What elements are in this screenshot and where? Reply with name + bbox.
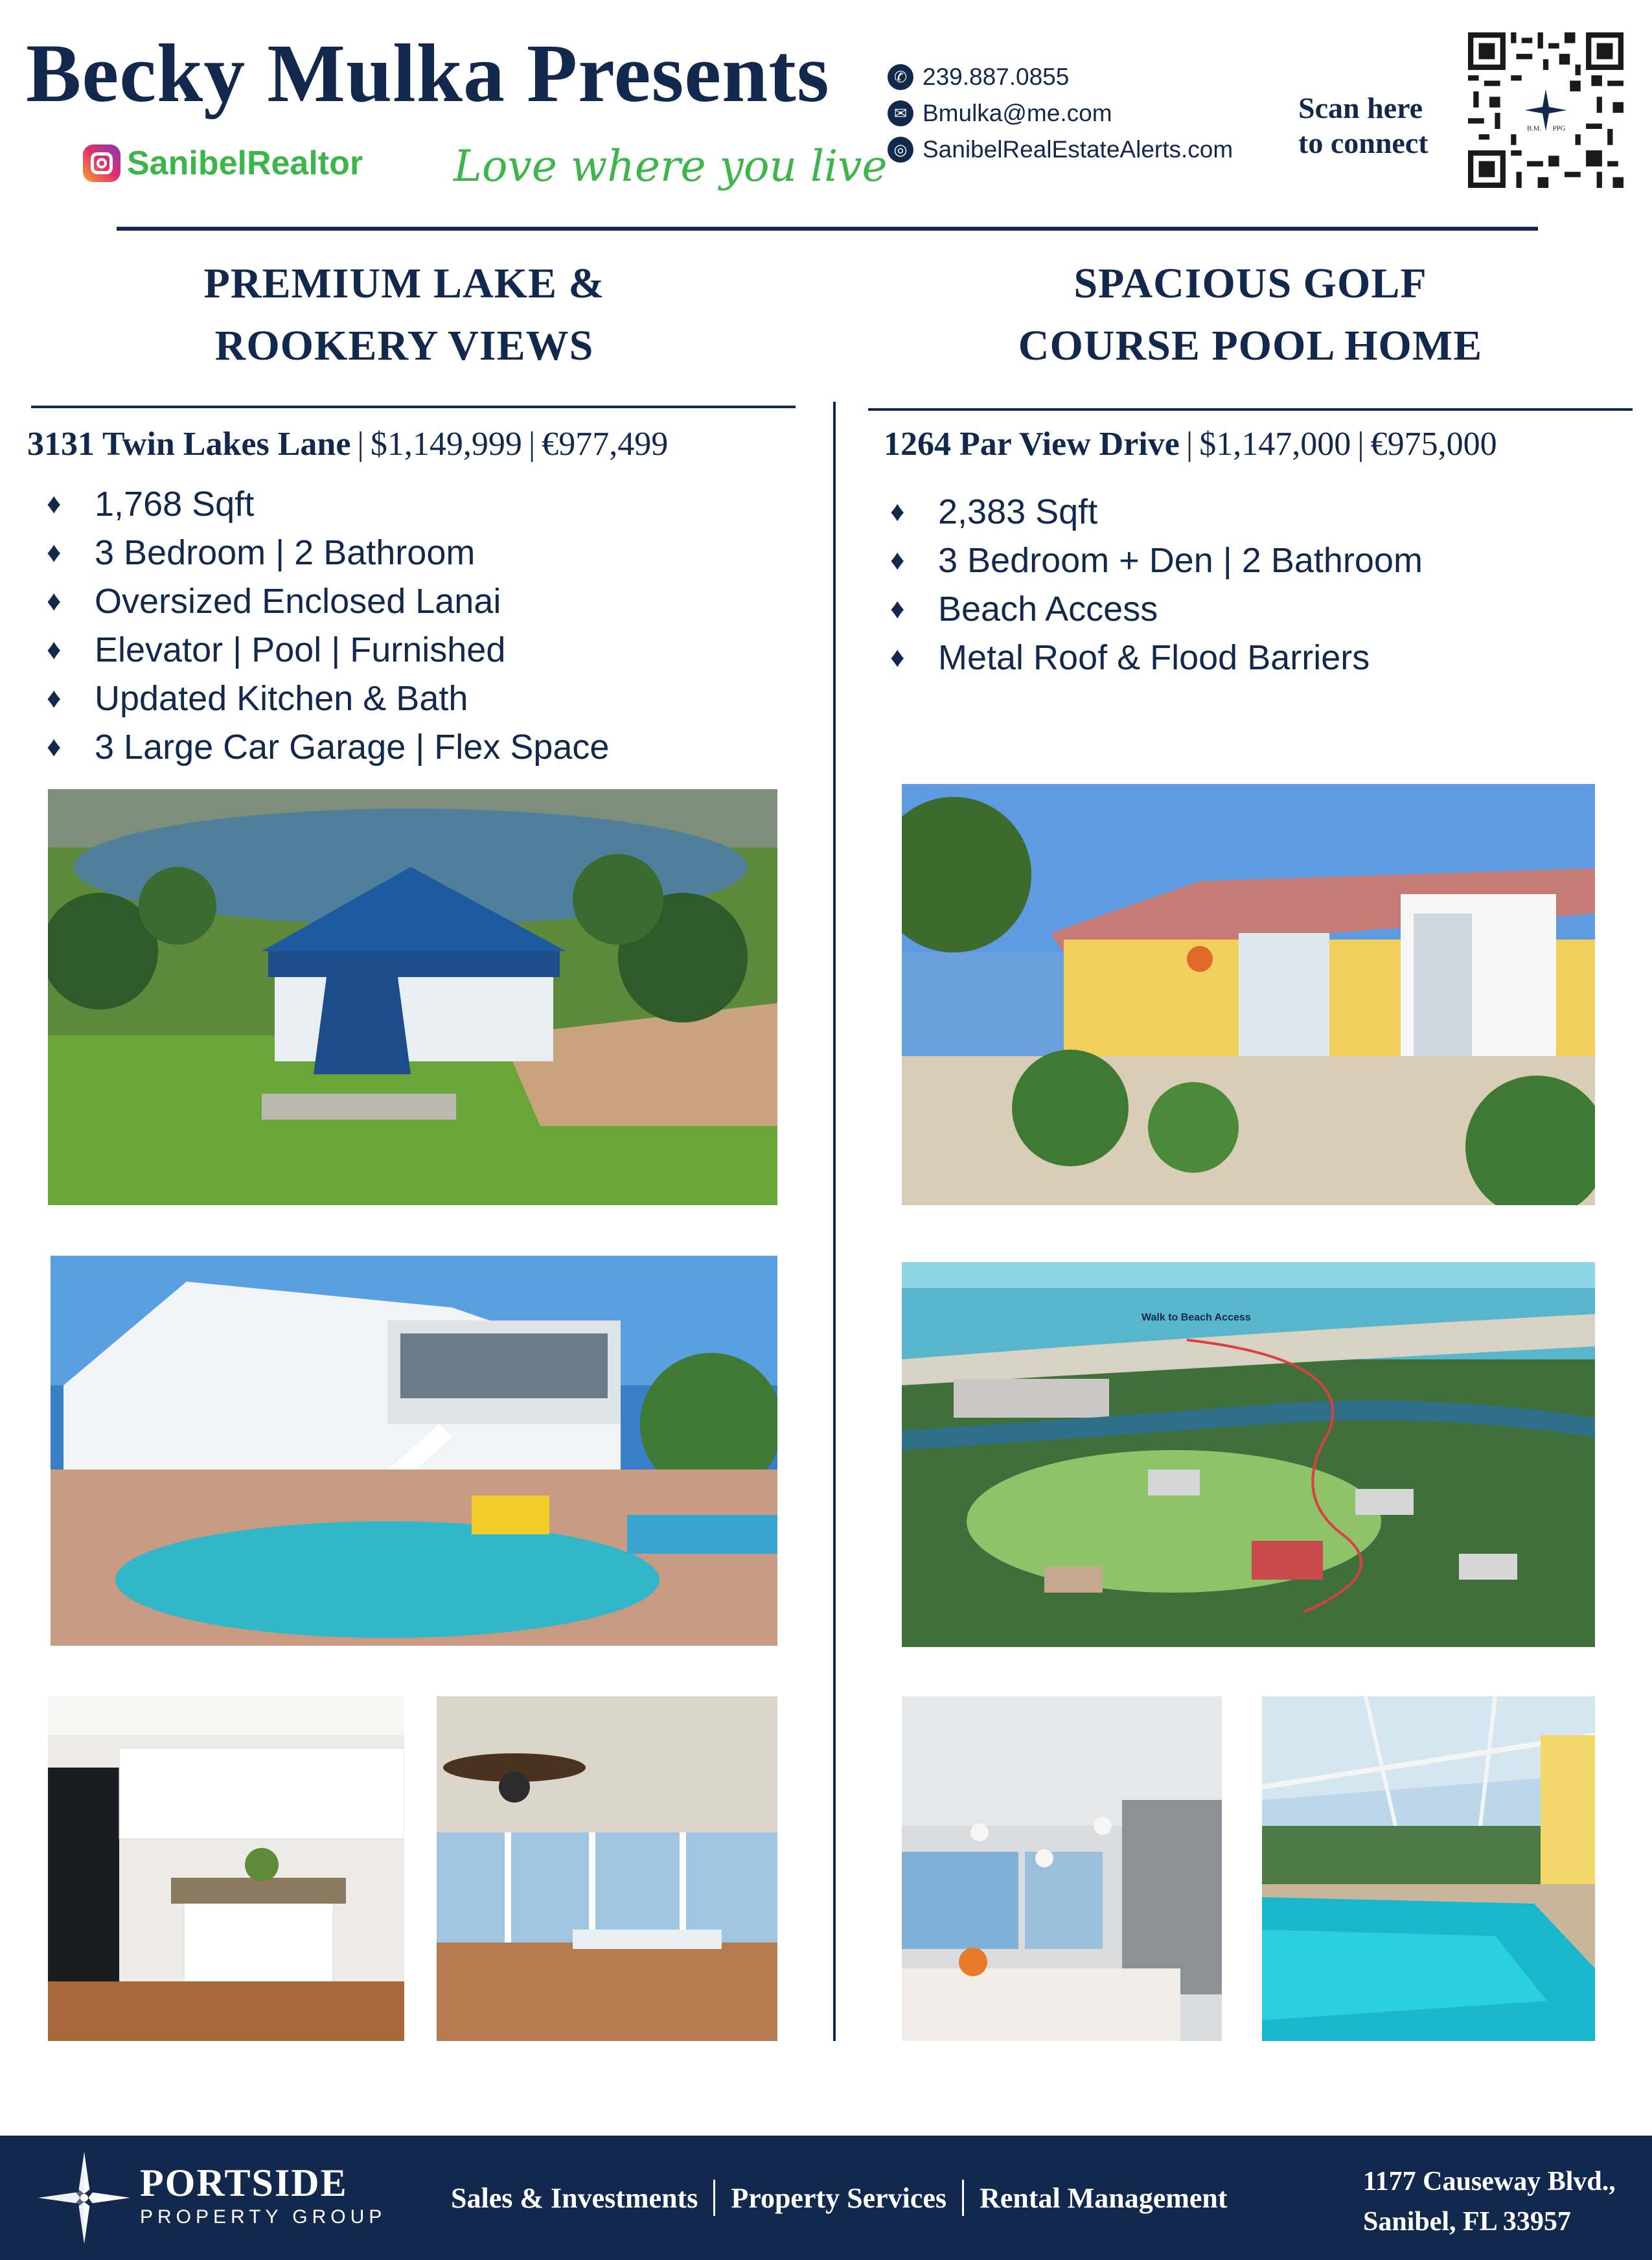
diamond-bullet-icon: ♦: [47, 536, 62, 568]
feature-item: ♦ Oversized Enclosed Lanai: [47, 581, 501, 621]
feature-item: ♦ 1,768 Sqft: [47, 484, 255, 524]
diamond-bullet-icon: ♦: [47, 633, 62, 665]
email-icon: ✉: [888, 100, 913, 126]
listing-2-price-eur: €975,000: [1370, 426, 1497, 463]
service-item: Sales & Investments: [451, 2182, 698, 2214]
listing-1-features: [47, 479, 609, 771]
company-name: PORTSIDE: [140, 2162, 348, 2204]
phone-contact[interactable]: [888, 63, 1069, 91]
photo-screened-pool: [1262, 1696, 1595, 2041]
diamond-bullet-icon: ♦: [890, 495, 905, 527]
address-line-2: Sanibel, FL 33957: [1363, 2207, 1571, 2237]
listing-1-address-line: 3131 Twin Lakes Lane | $1,149,999 | €977,499: [27, 426, 669, 463]
qr-code[interactable]: [1468, 32, 1623, 188]
feature-item: ♦ Beach Access: [890, 589, 1158, 628]
listing-2-heading-line-1: SPACIOUS GOLF: [1073, 260, 1427, 307]
page-title: Becky Mulka Presents: [26, 27, 830, 119]
listing-1-price-eur: €977,499: [542, 426, 669, 463]
photo-aerial-beach-access: [902, 1262, 1595, 1647]
feature-item: ♦ 3 Bedroom | 2 Bathroom: [47, 533, 476, 572]
column-divider: [833, 402, 836, 2041]
qr-initials-left: B.M.: [1527, 124, 1542, 133]
photo-kitchen: [48, 1696, 404, 2041]
instagram-handle: SanibelRealtor: [127, 144, 363, 182]
service-divider: [713, 2180, 715, 2216]
listing-2-rule: [868, 408, 1633, 411]
scan-line-2: to connect: [1298, 126, 1428, 159]
feature-item: ♦ Elevator | Pool | Furnished: [47, 630, 506, 669]
listing-2-address: 1264 Par View Drive: [884, 426, 1180, 463]
photo-kitchen-2: [902, 1696, 1222, 2041]
website-url: SanibelRealEstateAlerts.com: [923, 136, 1233, 163]
service-item: Property Services: [731, 2182, 947, 2214]
photo-aerial-lake-house: [48, 789, 777, 1205]
compass-star-logo: [36, 2150, 132, 2246]
phone-number: 239.887.0855: [923, 63, 1070, 90]
listing-2-features: [890, 487, 1423, 682]
office-address: [1363, 2162, 1616, 2242]
globe-icon: ◎: [888, 137, 913, 163]
company-subtitle: PROPERTY GROUP: [140, 2206, 387, 2228]
instagram-link[interactable]: [83, 144, 363, 183]
aerial-beach-label: Walk to Beach Access: [1141, 1312, 1251, 1323]
email-address: Bmulka@me.com: [923, 100, 1112, 126]
feature-item: ♦ Updated Kitchen & Bath: [47, 678, 468, 718]
photo-pool-rear-house: [51, 1256, 777, 1646]
service-divider: [962, 2180, 964, 2216]
listing-1-rule: [31, 406, 796, 408]
listing-1-heading: [29, 253, 780, 377]
diamond-bullet-icon: ♦: [890, 592, 905, 625]
diamond-bullet-icon: ♦: [890, 544, 905, 576]
service-item: Rental Management: [980, 2182, 1228, 2214]
diamond-bullet-icon: ♦: [47, 584, 62, 617]
qr-initials-right: PPG: [1552, 124, 1566, 133]
email-contact[interactable]: [888, 100, 1112, 127]
scan-line-1: Scan here: [1298, 91, 1423, 124]
address-line-1: 1177 Causeway Blvd.,: [1363, 2167, 1616, 2197]
feature-item: ♦ Metal Roof & Flood Barriers: [890, 638, 1370, 677]
tagline: Love where you live: [453, 141, 888, 191]
listing-1-address: 3131 Twin Lakes Lane: [27, 426, 351, 463]
phone-icon: ✆: [888, 64, 913, 90]
feature-item: ♦ 2,383 Sqft: [890, 492, 1098, 531]
listing-1-heading-line-2: ROOKERY VIEWS: [214, 322, 594, 369]
listing-1-heading-line-1: PREMIUM LAKE &: [203, 260, 605, 307]
diamond-bullet-icon: ♦: [47, 730, 62, 763]
instagram-icon: [83, 144, 120, 182]
website-contact[interactable]: [888, 136, 1233, 163]
listing-2-heading-line-2: COURSE POOL HOME: [1018, 322, 1483, 369]
header-divider: [117, 227, 1538, 231]
services-list: [451, 2180, 1228, 2216]
listing-2-price-usd: $1,147,000: [1199, 426, 1351, 463]
listing-2-heading: [868, 253, 1633, 377]
listing-1-price-usd: $1,149,999: [370, 426, 522, 463]
feature-item: ♦ 3 Large Car Garage | Flex Space: [47, 727, 610, 767]
diamond-bullet-icon: ♦: [47, 682, 62, 714]
photo-enclosed-lanai: [437, 1696, 777, 2041]
feature-item: ♦ 3 Bedroom + Den | 2 Bathroom: [890, 540, 1423, 580]
diamond-bullet-icon: ♦: [890, 641, 905, 673]
photo-yellow-house-entry: [902, 784, 1595, 1205]
listing-2-address-line: 1264 Par View Drive | $1,147,000 | €975,000: [884, 426, 1497, 463]
scan-prompt: [1298, 91, 1428, 161]
diamond-bullet-icon: ♦: [47, 487, 62, 520]
